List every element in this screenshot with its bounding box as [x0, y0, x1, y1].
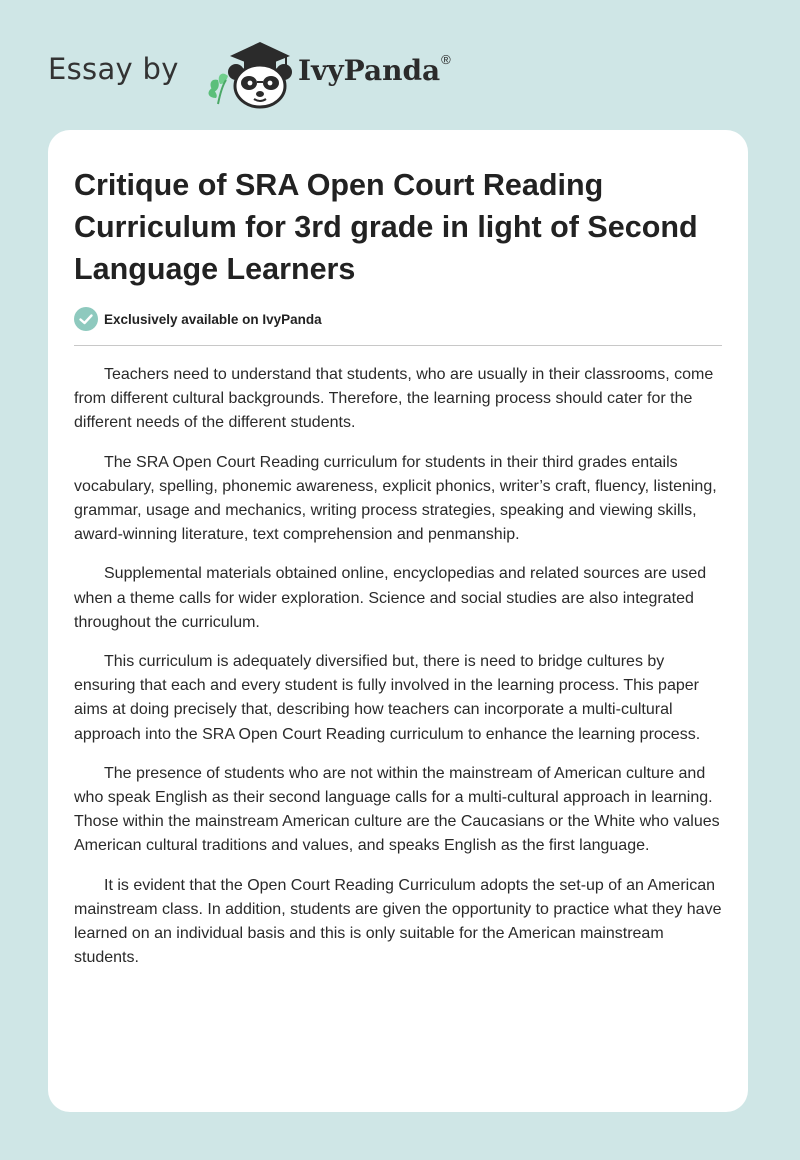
site-header — [48, 36, 548, 116]
registered-mark: ® — [441, 52, 451, 67]
brand-text: IvyPanda — [298, 54, 441, 87]
brand-name[interactable] — [298, 54, 451, 87]
paragraph: The SRA Open Court Reading curriculum for students in their third grades entails vocabulary, spelling, phonemic awareness, explicit phonics, writer’s craft, fluency, listening, grammar, usage and mechanics, writing process strategies, speaking and viewing skills, award-winning literature, text comprehension and penmanship. — [74, 453, 717, 544]
exclusive-badge — [74, 306, 322, 332]
title-divider — [74, 345, 722, 346]
paragraph: Supplemental materials obtained online, encyclopedias and related sources are used when a theme calls for wider exploration. Science and social studies are also integrated throughout the curriculum. — [74, 565, 707, 631]
check-circle-icon — [74, 307, 98, 331]
paragraph: This curriculum is adequately diversified but, there is need to bridge cultures by ensuring that each and every student is fully involved in the learning process. This paper aims at doing precisely that, describing how teachers can incorporate a multi-cultural approach into the SRA Open Court Reading curriculum to enhance the learning process. — [74, 653, 701, 743]
essay-card — [48, 130, 748, 1112]
paragraph: Teachers need to understand that students, who are usually in their classrooms, come from different cultural backgrounds. Therefore, the learning process should cater for the different needs of the different students. — [74, 366, 714, 432]
panda-logo-icon[interactable] — [204, 36, 296, 110]
paragraph: It is evident that the Open Court Reading Curriculum adopts the set-up of an American mainstream class. In addition, students are given the opportunity to practice what they have learned on an individual basis and this is only suitable for the American mainstream students. — [74, 876, 722, 967]
essay-by-label: Essay by — [48, 52, 179, 86]
essay-title: Critique of SRA Open Court Reading Curriculum for 3rd grade in light of Second Language Learners — [74, 168, 698, 286]
exclusive-badge-text: Exclusively available on IvyPanda — [104, 311, 322, 327]
paragraph: The presence of students who are not within the mainstream of American culture and who speak English as their second language calls for a multi-cultural approach in learning. Those within the mainstream American culture are the Caucasians or the White who values American cultural traditions and values, and speaks English as the first language. — [74, 764, 720, 855]
essay-body — [74, 363, 722, 985]
